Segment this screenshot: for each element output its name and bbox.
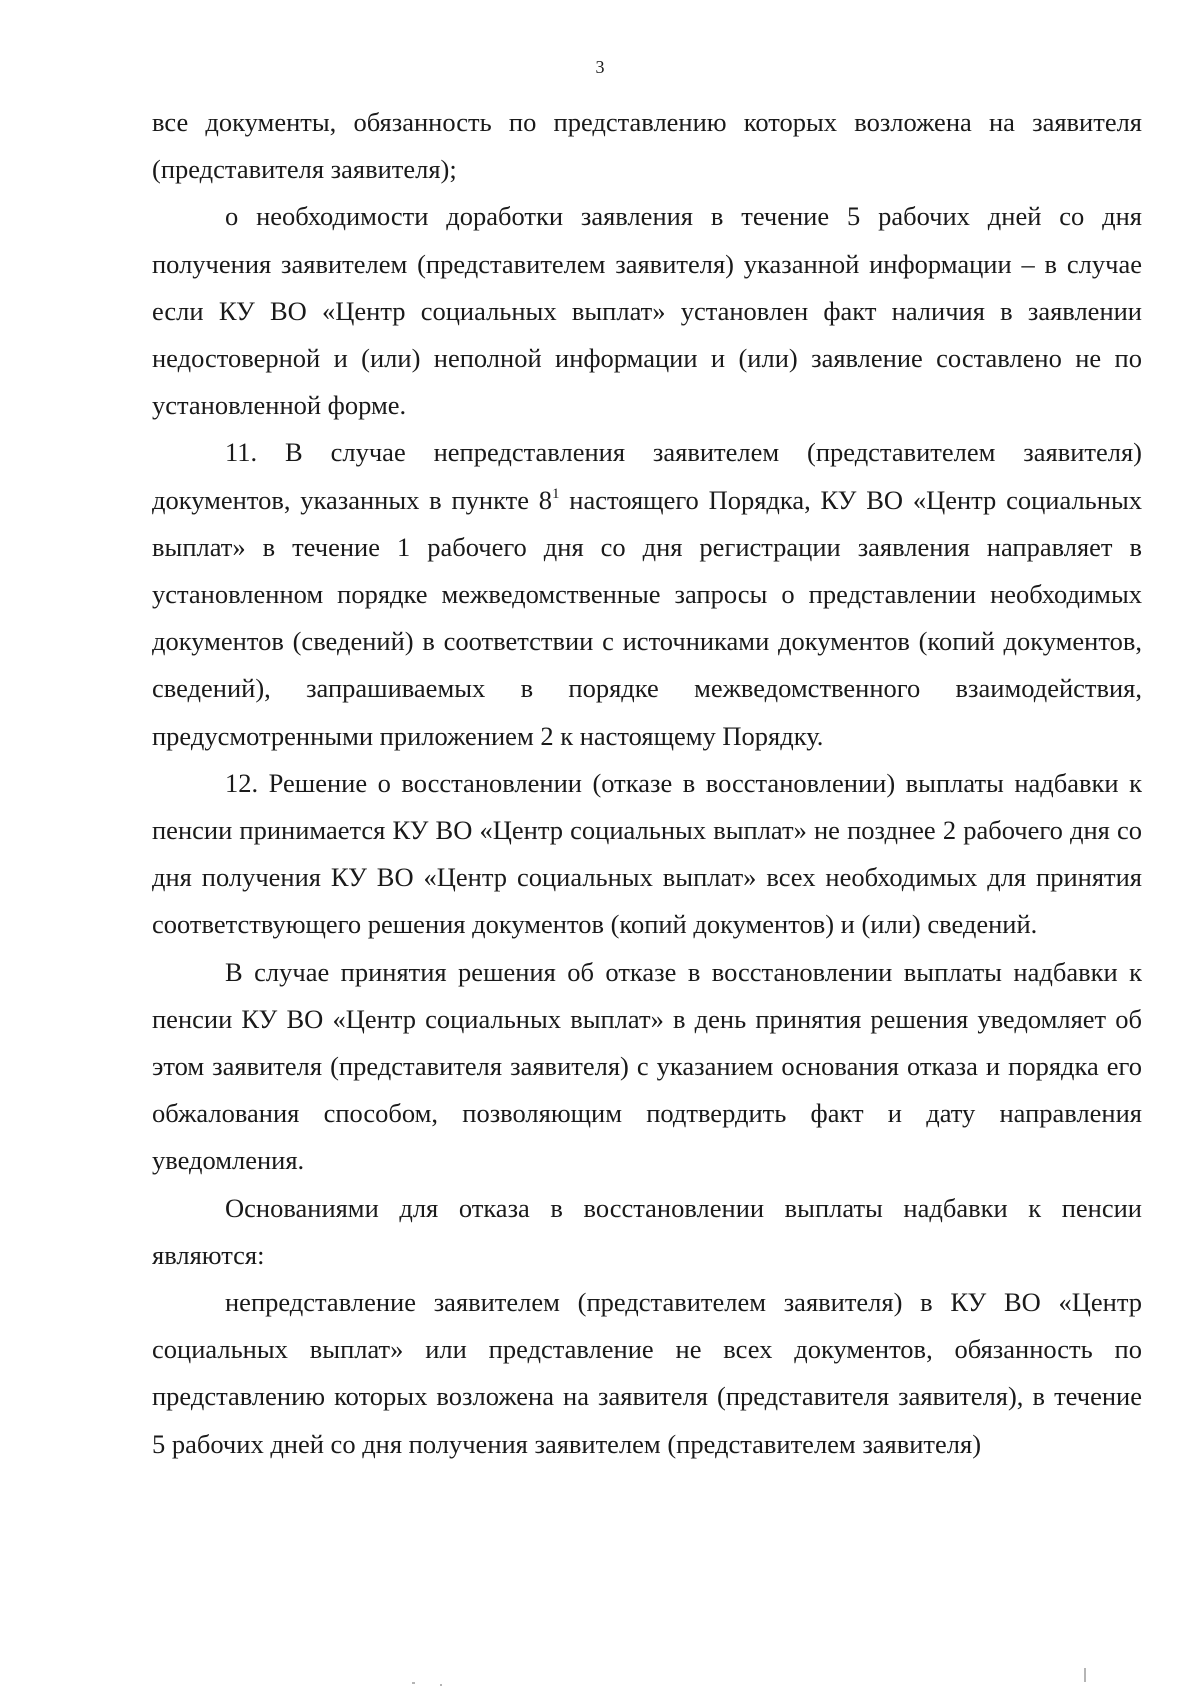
paragraph-refusal-grounds-intro: Основаниями для отказа в восстановлении выплаты надбавки к пенсии являются: — [152, 1192, 1142, 1270]
paragraph-item-11-start: 11. В случае непредставления заявителем (представителем заявителя) документов, указанных в пункте 8 — [152, 437, 1142, 515]
page-number: 3 — [595, 57, 605, 77]
paragraph-item-12: 12. Решение о восстановлении (отказе в восстановлении) выплаты надбавки к пенсии принимается КУ ВО «Центр социальных выплат» не позднее 2 рабочего дня со дня получения КУ ВО «Центр социальных выплат» всех необходимых для принятия соответствующего решения документов (копий документов) и (или) сведений. — [152, 767, 1142, 940]
paragraph-item-11-end: настоящего Порядка, КУ ВО «Центр социальных выплат» в течение 1 рабочего дня со дня регистрации заявления направляет в установленном порядке межведомственные запросы о представлении необходимых документов (сведений) в соответствии с источниками документов (копий документов, сведений), запрашиваемых в порядке межведомственного взаимодействия, предусмотренными приложением 2 к настоящему Порядку. — [152, 484, 1143, 751]
footnote-superscript: 1 — [552, 485, 560, 502]
scan-artifact-mark — [1084, 1668, 1086, 1682]
paragraph-item-11 — [152, 429, 1142, 759]
paragraph-refusal-ground-1: непредставление заявителем (представителем заявителя) в КУ ВО «Центр социальных выплат» или представление не всех документов, обязанность по представлению которых возложена на заявителя (представителя заявителя), в течение 5 рабочих дней со дня получения заявителем (представителем заявителя) — [152, 1287, 1142, 1459]
paragraph-documents-continuation: все документы, обязанность по представлению которых возложена на заявителя (представителя заявителя); — [152, 107, 1142, 185]
paragraph-revision-notice: о необходимости доработки заявления в течение 5 рабочих дней со дня получения заявителем (представителем заявителя) указанной информации – в случае если КУ ВО «Центр социальных выплат» установлен факт наличия в заявлении недостоверной и (или) неполной информации и (или) заявление составлено не по установленной форме. — [152, 201, 1142, 421]
paragraph-refusal-notification: В случае принятия решения об отказе в восстановлении выплаты надбавки к пенсии КУ ВО «Центр социальных выплат» в день принятия решения уведомляет об этом заявителя (представителя заявителя) с указанием основания отказа и порядка его обжалования способом, позволяющим подтвердить факт и дату направления уведомления. — [152, 956, 1142, 1176]
scan-artifact-mark — [412, 1682, 415, 1684]
document-body — [152, 99, 1142, 1468]
scan-artifact-mark — [440, 1684, 442, 1686]
